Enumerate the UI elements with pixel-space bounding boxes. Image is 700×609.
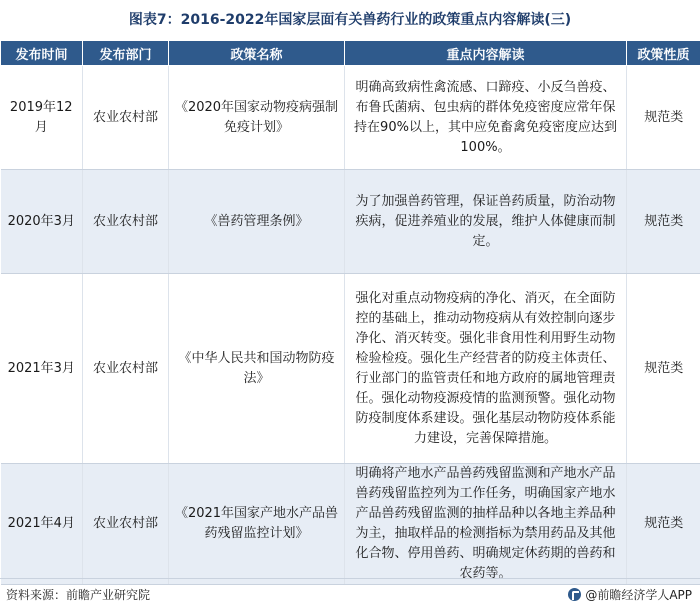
cell-policy-name: 《中华人民共和国动物防疫法》 (169, 274, 345, 464)
table-row (1, 274, 700, 464)
cell-policy-name: 《2021年国家产地水产品兽药残留监控计划》 (169, 464, 345, 585)
cell-key-content: 明确将产地水产品兽药残留监测和产地水产品兽药残留监控列为工作任务，明确国家产地水产品兽药残留监测的抽样品种以各地主养品种为主，抽取样品的检测指标为禁用药品及其他化合物、停用兽药、明确规定休药期的兽药和农药等。 (345, 464, 627, 585)
cell-policy-type: 规范类 (627, 66, 700, 170)
cell-department: 农业农村部 (83, 170, 169, 274)
cell-date: 2021年3月 (1, 274, 83, 464)
cell-policy-type: 规范类 (627, 274, 700, 464)
header-date: 发布时间 (1, 41, 83, 66)
cell-department: 农业农村部 (83, 464, 169, 585)
table-row (1, 66, 700, 170)
header-policy-name: 政策名称 (169, 41, 345, 66)
header-department: 发布部门 (83, 41, 169, 66)
cell-policy-name: 《兽药管理条例》 (169, 170, 345, 274)
source-note: 资料来源：前瞻产业研究院 (6, 586, 150, 603)
cell-key-content: 明确高致病性禽流感、口蹄疫、小反刍兽疫、布鲁氏菌病、包虫病的群体免疫密度应常年保持在90%以上，其中应免畜禽免疫密度应达到100%。 (345, 66, 627, 170)
cell-key-content: 强化对重点动物疫病的净化、消灭，在全面防控的基础上，推动动物疫病从有效控制向逐步净化、消灭转变。强化非食用性利用野生动物检验检疫。强化生产经营者的防疫主体责任、行业部门的监管责任和地方政府的属地管理责任。强化动物疫源疫情的监测预警。强化动物防疫制度体系建设。强化基层动物防疫体系能力建设，完善保障措施。 (345, 274, 627, 464)
chart-title: 图表7：2016-2022年国家层面有关兽药行业的政策重点内容解读(三) (0, 0, 700, 40)
cell-date: 2021年4月 (1, 464, 83, 585)
table-row (1, 464, 700, 585)
cell-key-content: 为了加强兽药管理，保证兽药质量，防治动物疾病，促进养殖业的发展，维护人体健康而制定。 (345, 170, 627, 274)
header-policy-type: 政策性质 (627, 41, 700, 66)
header-key-content: 重点内容解读 (345, 41, 627, 66)
cell-policy-type: 规范类 (627, 170, 700, 274)
cell-department: 农业农村部 (83, 66, 169, 170)
brand-label: @前瞻经济学人APP (585, 586, 692, 603)
cell-policy-name: 《2020年国家动物疫病强制免疫计划》 (169, 66, 345, 170)
cell-policy-type: 规范类 (627, 464, 700, 585)
cell-department: 农业农村部 (83, 274, 169, 464)
footer (0, 578, 700, 609)
brand-mark (568, 586, 692, 603)
qianzhan-logo-icon (568, 588, 581, 601)
cell-date: 2019年12月 (1, 66, 83, 170)
policy-table (0, 40, 700, 585)
table-row (1, 170, 700, 274)
cell-date: 2020年3月 (1, 170, 83, 274)
table-header-row (1, 41, 700, 66)
